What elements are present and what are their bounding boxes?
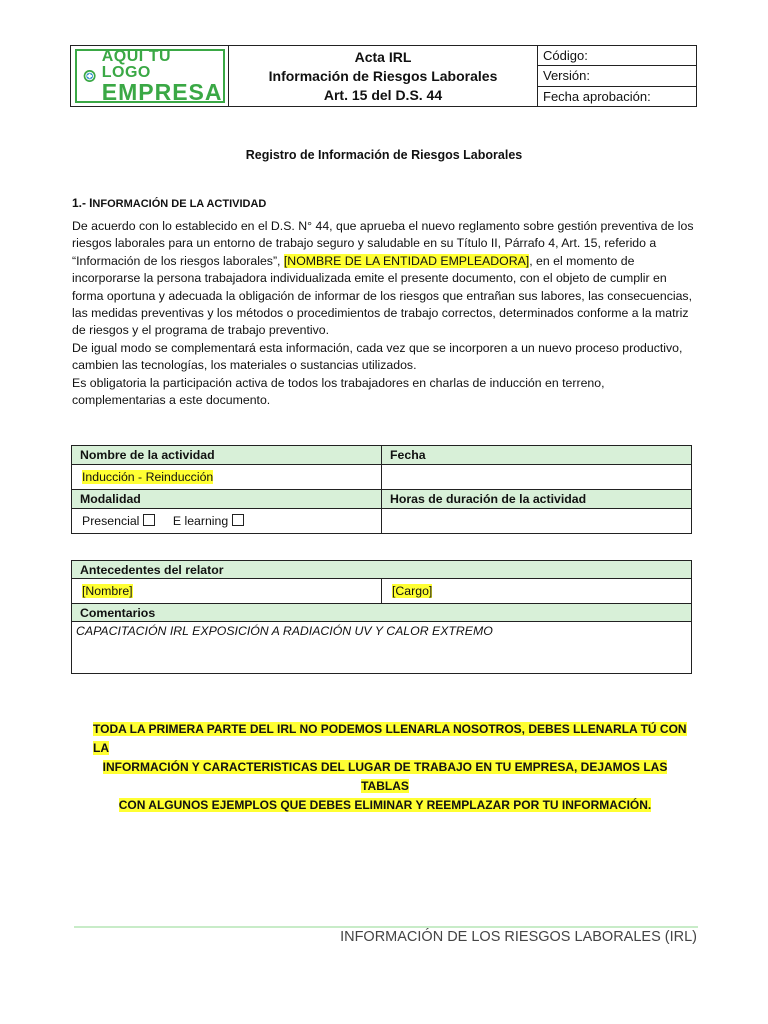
- header-title-cell: [229, 46, 538, 106]
- company-logo: [75, 49, 225, 103]
- activity-table: [71, 445, 692, 534]
- relator-table: [71, 560, 692, 674]
- section-title-rest: NFORMACIÓN DE LA ACTIVIDAD: [92, 198, 267, 210]
- codigo-label: Código:: [538, 46, 696, 66]
- paragraph-1: De acuerdo con lo establecido en el D.S. N° 44, que aprueba el nuevo reglamento sobre gestión preventiva de los riesgos laborales para un entorno de trabajo seguro y saludable en su Título II, Párrafo 4, Art. 15, referido a “Información de los riesgos laborales”, [NOMBRE DE LA ENTIDAD EMPLEADORA], en el momento de incorporarse la persona trabajadora individualizada emite el presente documento, con el objeto de cumplir en forma oportuna y adecuada la obligación de informar de los riesgos que entrañan sus labores, las consecuencias, las medidas preventivas y los métodos o procedimientos de trabajo correctos, determinados conforme a la matriz de riesgos y el programa de trabajo preventivo.: [72, 219, 694, 338]
- paragraph-3: Es obligatoria la participación activa de todos los trabajadores en charlas de inducción en terreno, complementarias a este documento.: [72, 375, 605, 408]
- version-label: Versión:: [538, 66, 696, 86]
- logo-line-1: AQUI TU LOGO: [101, 47, 172, 81]
- modality-cell: [72, 509, 382, 534]
- presencial-checkbox[interactable]: [143, 514, 155, 526]
- relator-cargo-cell[interactable]: [382, 579, 692, 604]
- footer-text: INFORMACIÓN DE LOS RIESGOS LABORALES (IRL): [340, 929, 697, 945]
- section-heading: [72, 196, 266, 210]
- hours-header: Horas de duración de la actividad: [382, 490, 692, 509]
- activity-name-cell[interactable]: [72, 465, 382, 490]
- logo-line-2: EMPRESA: [101, 78, 223, 105]
- header-table: [70, 45, 697, 107]
- document-title: Registro de Información de Riesgos Laborales: [245, 148, 523, 162]
- relator-name-value[interactable]: [Nombre]: [82, 584, 133, 598]
- relator-header: Antecedentes del relator: [72, 561, 692, 579]
- date-cell[interactable]: [382, 465, 692, 490]
- activity-name-value[interactable]: Inducción - Reinducción: [82, 470, 214, 484]
- notice-box: [80, 720, 690, 815]
- presencial-label: Presencial: [82, 514, 140, 528]
- section-title-initial: I: [89, 196, 93, 210]
- section-body: [72, 218, 698, 409]
- prevention-seal-icon: [83, 56, 96, 96]
- employer-name-placeholder[interactable]: [NOMBRE DE LA ENTIDAD EMPLEADORA]: [283, 253, 530, 268]
- paragraph-2: De igual modo se complementará esta información, cada vez que se incorporen a un nuevo proceso productivo, cambien las tecnologías, los materiales o sustancias utilizados.: [72, 340, 683, 373]
- comments-cell[interactable]: CAPACITACIÓN IRL EXPOSICIÓN A RADIACIÓN UV Y CALOR EXTREMO: [72, 622, 692, 674]
- date-header: Fecha: [382, 446, 692, 465]
- modality-header: Modalidad: [72, 490, 382, 509]
- logo-cell: [71, 46, 229, 106]
- header-title-2: Información de Riesgos Laborales: [268, 67, 498, 84]
- elearning-checkbox[interactable]: [232, 514, 244, 526]
- notice-line-2: INFORMACIÓN Y CARACTERISTICAS DEL LUGAR DE TRABAJO EN TU EMPRESA, DEJAMOS LAS TABLAS: [102, 760, 668, 793]
- hours-cell[interactable]: [382, 509, 692, 534]
- header-title-1: Acta IRL: [354, 48, 412, 65]
- elearning-label: E learning: [172, 514, 229, 528]
- relator-cargo-value[interactable]: [Cargo]: [392, 584, 433, 598]
- header-meta-cell: [538, 46, 696, 106]
- relator-name-cell[interactable]: [72, 579, 382, 604]
- header-title-3: Art. 15 del D.S. 44: [323, 86, 443, 103]
- fecha-aprobacion-label: Fecha aprobación:: [543, 88, 651, 104]
- activity-name-header: Nombre de la actividad: [72, 446, 382, 465]
- footer-divider: [74, 926, 698, 928]
- comments-header: Comentarios: [72, 604, 692, 622]
- notice-line-3: CON ALGUNOS EJEMPLOS QUE DEBES ELIMINAR Y REEMPLAZAR POR TU INFORMACIÓN.: [118, 798, 652, 812]
- section-number: 1.-: [72, 196, 87, 210]
- notice-line-1: TODA LA PRIMERA PARTE DEL IRL NO PODEMOS LLENARLA NOSOTROS, DEBES LLENARLA TÚ CON LA: [93, 722, 687, 755]
